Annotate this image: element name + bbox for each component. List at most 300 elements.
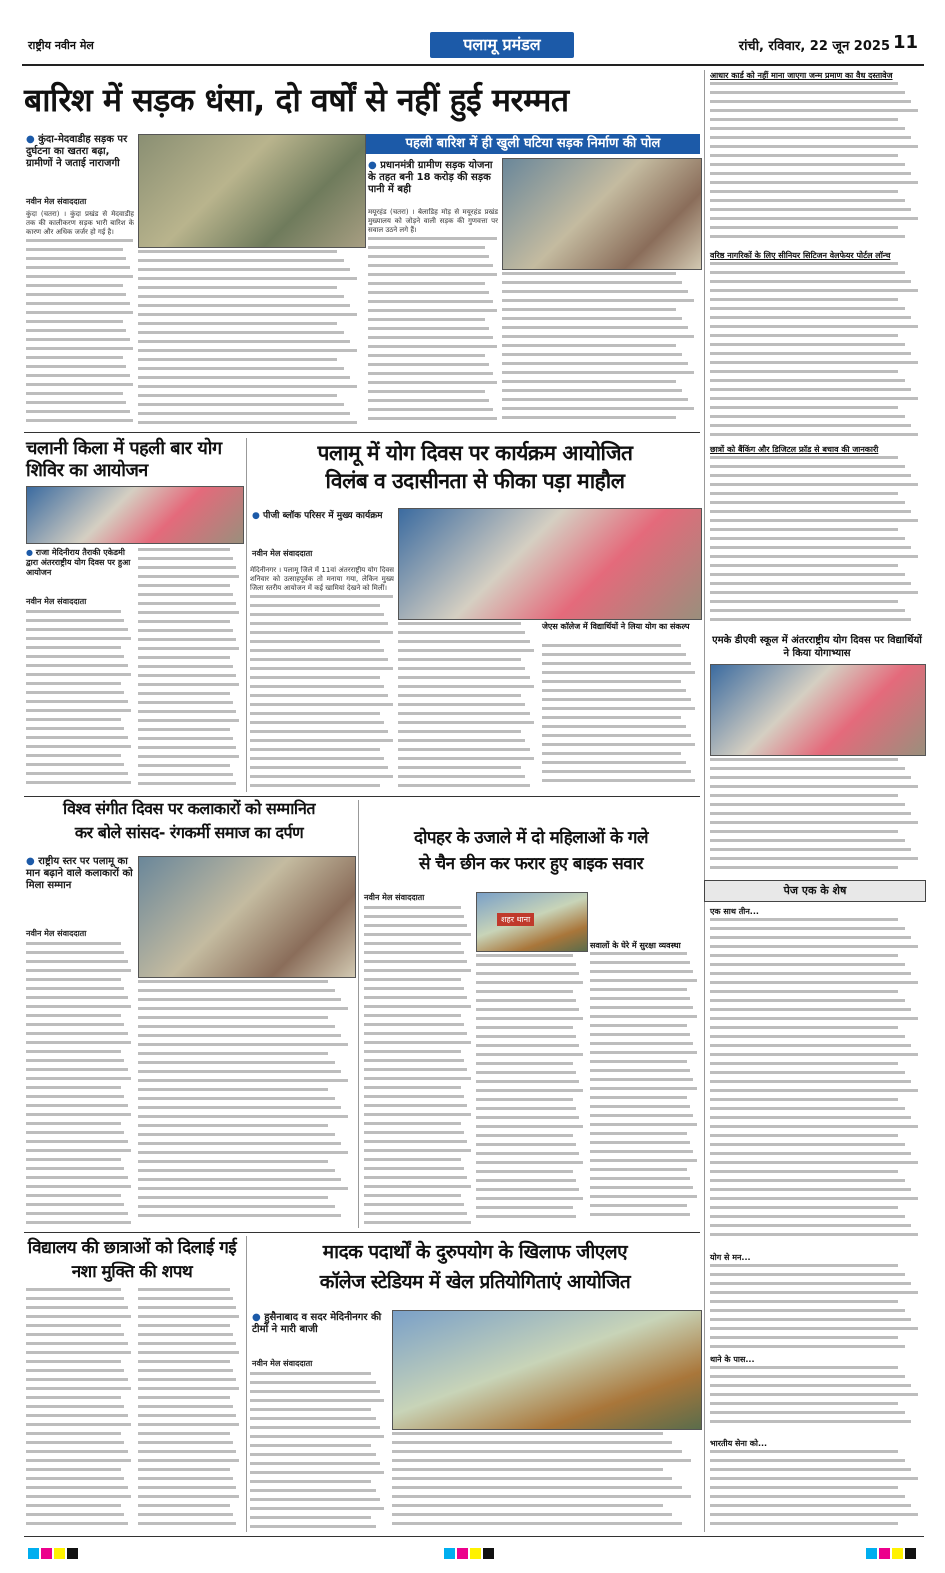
text-line <box>364 1122 461 1125</box>
text-line <box>364 1176 467 1179</box>
text-line <box>250 766 388 769</box>
text-line <box>476 1197 583 1200</box>
text-line <box>590 1024 687 1027</box>
text-line <box>368 363 489 366</box>
text-line <box>710 280 911 283</box>
text-line <box>710 857 918 860</box>
text-line <box>590 1177 690 1180</box>
story8-photo <box>392 1310 702 1430</box>
text-line <box>590 1213 690 1216</box>
text-line <box>476 1143 576 1146</box>
text-line <box>710 848 911 851</box>
story1-text-col1 <box>26 210 134 428</box>
text-line <box>138 701 233 704</box>
text-line <box>26 383 133 386</box>
text-line <box>138 394 337 397</box>
text-line <box>138 250 337 253</box>
text-line <box>710 519 918 522</box>
text-line <box>138 1522 236 1525</box>
right-h1: आधार कार्ड को नहीं माना जाएगा जन्म प्रमाण का वैध दस्तावेज <box>710 71 893 80</box>
text-line <box>250 1453 376 1456</box>
text-line <box>710 591 918 594</box>
text-line <box>590 1069 690 1072</box>
text-line <box>542 770 691 773</box>
text-line <box>26 392 123 395</box>
text-line <box>392 1468 663 1471</box>
text-line <box>590 1060 687 1063</box>
text-line <box>710 1215 905 1218</box>
text-line <box>26 781 131 784</box>
text-line <box>710 91 905 94</box>
text-line <box>138 1133 335 1136</box>
text-line <box>138 412 350 415</box>
text-line <box>710 172 911 175</box>
text-line <box>138 1043 348 1046</box>
text-line <box>26 1504 121 1507</box>
text-line <box>364 1113 471 1116</box>
text-line <box>710 1152 911 1155</box>
right-text1 <box>710 82 924 248</box>
divider <box>24 432 700 433</box>
text-line <box>476 1161 583 1164</box>
text-line <box>26 275 133 278</box>
text-line <box>476 1107 576 1110</box>
text-line <box>710 217 918 220</box>
text-line <box>138 674 236 677</box>
story5-sub: ● राष्ट्रीय स्तर पर पलामू का मान बढ़ाने वाले कलाकारों को मिला सम्मान <box>26 856 134 892</box>
text-line <box>138 1468 230 1471</box>
text-line <box>364 978 461 981</box>
text-line <box>26 329 126 332</box>
text-line <box>710 1116 911 1119</box>
text-line <box>26 1041 131 1044</box>
right-text7 <box>710 1366 924 1434</box>
text-line <box>368 282 485 285</box>
text-line <box>710 537 905 540</box>
text-line <box>364 1068 467 1071</box>
story1-sub: ● कुंदा-मेदवाडीह सड़क पर दुर्घटना का खतरा बढ़ा, ग्रामीणों ने जताई नाराजगी <box>26 134 134 170</box>
story2-lead: मयूरहंड (चतरा) । बेलाडिह मोड़ से मयूरहंड प्रखंड मुख्यालय को जोड़ने वाली सड़क की गुणवत्ता पर सवाल उठने लगे हैं। <box>368 208 498 235</box>
right-h5: पेज एक के शेष <box>704 880 926 902</box>
text-line <box>710 1336 898 1339</box>
text-line <box>26 1414 128 1417</box>
text-line <box>476 1215 576 1218</box>
text-line <box>26 610 121 613</box>
text-line <box>710 555 918 558</box>
text-line <box>250 1372 371 1375</box>
text-line <box>368 255 489 258</box>
text-line <box>364 969 471 972</box>
text-line <box>392 1486 682 1489</box>
text-line <box>392 1522 682 1525</box>
page-number: 11 <box>892 32 918 53</box>
text-line <box>710 334 898 337</box>
text-line <box>250 757 384 760</box>
text-line <box>364 1185 471 1188</box>
right-h2: वरिष्ठ नागरिकों के लिए सीनियर सिटिजन वेलफेयर पोर्टल लॉन्च <box>710 251 891 260</box>
text-line <box>26 1212 128 1215</box>
text-line <box>26 1513 124 1516</box>
text-line <box>392 1477 672 1480</box>
text-line <box>138 1205 335 1208</box>
text-line <box>138 1142 341 1145</box>
divider <box>24 796 700 797</box>
text-line <box>26 700 128 703</box>
text-line <box>364 942 461 945</box>
text-line <box>138 764 230 767</box>
text-line <box>26 1288 121 1291</box>
text-line <box>710 1411 905 1414</box>
story7-text-col1 <box>26 1288 134 1532</box>
text-line <box>710 1206 898 1209</box>
text-line <box>368 309 497 312</box>
text-line <box>250 1444 371 1447</box>
text-line <box>398 712 530 715</box>
text-line <box>138 782 236 785</box>
text-line <box>26 1495 131 1498</box>
text-line <box>476 963 576 966</box>
text-line <box>26 1432 121 1435</box>
text-line <box>364 1077 471 1080</box>
text-line <box>710 1233 918 1236</box>
text-line <box>502 398 688 401</box>
text-line <box>26 365 126 368</box>
text-line <box>250 694 388 697</box>
text-line <box>590 997 690 1000</box>
right-h8: थाने के पास... <box>710 1355 755 1364</box>
text-line <box>138 1387 239 1390</box>
text-line <box>476 1071 576 1074</box>
text-line <box>710 1393 918 1396</box>
text-line <box>364 1005 471 1008</box>
text-line <box>138 1178 341 1181</box>
text-line <box>710 1291 918 1294</box>
text-line <box>250 631 393 634</box>
text-line <box>710 1282 911 1285</box>
story1-byline: नवीन मेल संवाददाता <box>26 197 87 206</box>
text-line <box>710 821 918 824</box>
text-line <box>590 1204 687 1207</box>
text-line <box>364 951 464 954</box>
text-line <box>710 361 918 364</box>
text-line <box>364 933 471 936</box>
text-line <box>26 1405 124 1408</box>
text-line <box>542 698 691 701</box>
text-line <box>398 622 521 625</box>
text-line <box>710 181 918 184</box>
text-line <box>364 1041 471 1044</box>
text-line <box>138 1169 335 1172</box>
text-line <box>710 1035 905 1038</box>
story3-photo <box>26 486 244 544</box>
text-line <box>710 1468 911 1471</box>
right-text4 <box>710 758 924 876</box>
text-line <box>138 1486 236 1489</box>
story5-byline: नवीन मेल संवाददाता <box>26 929 87 938</box>
text-line <box>710 1044 911 1047</box>
text-line <box>710 918 898 921</box>
right-text6 <box>710 1264 924 1352</box>
text-line <box>138 1306 236 1309</box>
text-line <box>250 1498 380 1501</box>
text-line <box>710 465 905 468</box>
text-line <box>590 1195 697 1198</box>
text-line <box>398 703 525 706</box>
story6-byline: नवीन मेल संवाददाता <box>364 893 425 902</box>
text-line <box>542 671 695 674</box>
text-line <box>368 318 485 321</box>
text-line <box>250 1399 384 1402</box>
text-line <box>710 1450 898 1453</box>
text-line <box>250 1489 376 1492</box>
story6-side-head: सवालों के घेरे में सुरक्षा व्यवस्था <box>590 941 681 950</box>
text-line <box>138 1378 236 1381</box>
text-line <box>710 1318 911 1321</box>
text-line <box>138 331 344 334</box>
text-line <box>398 667 525 670</box>
text-line <box>138 1034 341 1037</box>
footer-rule <box>24 1536 924 1537</box>
text-line <box>26 1050 121 1053</box>
text-line <box>26 1522 128 1525</box>
text-line <box>26 1158 121 1161</box>
text-line <box>710 812 911 815</box>
text-line <box>138 1079 348 1082</box>
story2-text-col2 <box>502 272 700 428</box>
text-line <box>590 1186 693 1189</box>
text-line <box>368 264 493 267</box>
text-line <box>26 1324 121 1327</box>
text-line <box>502 299 694 302</box>
text-line <box>364 1059 464 1062</box>
right-text3 <box>710 456 924 630</box>
text-line <box>138 566 236 569</box>
text-line <box>138 1016 328 1019</box>
text-line <box>710 1486 898 1489</box>
text-line <box>710 492 898 495</box>
text-line <box>368 345 497 348</box>
text-line <box>710 600 898 603</box>
text-line <box>710 1026 898 1029</box>
story6-text-col3 <box>590 952 700 1228</box>
text-line <box>710 1345 905 1348</box>
story1-photo <box>138 134 366 248</box>
text-line <box>590 1051 697 1054</box>
text-line <box>590 970 693 973</box>
text-line <box>138 611 239 614</box>
text-line <box>138 421 357 424</box>
text-line <box>710 1062 898 1065</box>
text-line <box>26 996 128 999</box>
story4-sub: ● पीजी ब्लॉक परिसर में मुख्य कार्यक्रम <box>252 510 392 522</box>
text-line <box>26 745 131 748</box>
text-line <box>364 1221 471 1224</box>
text-line <box>710 1224 911 1227</box>
text-line <box>590 1150 693 1153</box>
text-line <box>502 308 676 311</box>
text-line <box>26 1185 131 1188</box>
text-line <box>476 1044 579 1047</box>
text-line <box>26 1423 131 1426</box>
text-line <box>138 358 337 361</box>
text-line <box>542 734 691 737</box>
text-line <box>26 1122 121 1125</box>
text-line <box>138 1360 230 1363</box>
text-line <box>398 730 521 733</box>
text-line <box>590 1168 687 1171</box>
text-line <box>710 1384 911 1387</box>
text-line <box>26 1095 124 1098</box>
text-line <box>476 981 583 984</box>
text-line <box>364 1086 461 1089</box>
text-line <box>542 680 681 683</box>
text-line <box>368 273 497 276</box>
text-line <box>250 1435 384 1438</box>
text-line <box>138 593 233 596</box>
text-line <box>138 557 233 560</box>
text-line <box>710 406 898 409</box>
text-line <box>710 1300 898 1303</box>
right-h7: योग से मन... <box>710 1253 751 1262</box>
text-line <box>138 719 239 722</box>
text-line <box>138 710 236 713</box>
text-line <box>542 761 686 764</box>
text-line <box>710 100 911 103</box>
story3-sub: ● राजा मेदिनीराय तैराकी एकेडमी द्वारा अंतरराष्ट्रीय योग दिवस पर हुआ आयोजन <box>26 548 134 578</box>
text-line <box>710 1420 911 1423</box>
text-line <box>26 691 124 694</box>
text-line <box>26 374 130 377</box>
text-line <box>138 1432 230 1435</box>
text-line <box>138 665 233 668</box>
text-line <box>710 767 905 770</box>
text-line <box>138 1124 328 1127</box>
text-line <box>26 754 121 757</box>
text-line <box>364 987 464 990</box>
text-line <box>26 284 123 287</box>
text-line <box>26 772 128 775</box>
text-line <box>392 1450 682 1453</box>
text-line <box>26 1333 124 1336</box>
text-line <box>138 1160 328 1163</box>
text-line <box>368 246 485 249</box>
text-line <box>26 302 130 305</box>
text-line <box>138 1061 335 1064</box>
text-line <box>710 582 911 585</box>
text-line <box>542 707 695 710</box>
text-line <box>364 1131 464 1134</box>
text-line <box>26 338 130 341</box>
text-line <box>368 390 485 393</box>
text-line <box>392 1441 672 1444</box>
text-line <box>26 1113 131 1116</box>
text-line <box>138 575 239 578</box>
text-line <box>710 1495 905 1498</box>
text-line <box>502 290 688 293</box>
story1-headline: बारिश में सड़क धंसा, दो वर्षों से नहीं हुई मरम्मत <box>24 81 569 119</box>
story5-photo <box>138 856 356 978</box>
text-line <box>138 1007 348 1010</box>
text-line <box>364 1149 471 1152</box>
story4-text-col3 <box>542 644 700 792</box>
text-line <box>26 951 124 954</box>
text-line <box>26 1194 121 1197</box>
text-line <box>392 1495 691 1498</box>
story6-photo <box>476 892 588 952</box>
text-line <box>710 618 911 621</box>
text-line <box>138 367 344 370</box>
text-line <box>138 313 357 316</box>
text-line <box>710 271 905 274</box>
text-line <box>368 408 493 411</box>
text-line <box>368 237 497 240</box>
story3-text-col2 <box>138 548 242 792</box>
text-line <box>26 709 131 712</box>
text-line <box>26 1131 124 1134</box>
text-line <box>710 163 905 166</box>
text-line <box>26 619 124 622</box>
text-line <box>502 371 694 374</box>
text-line <box>710 1309 905 1312</box>
text-line <box>710 573 905 576</box>
text-line <box>250 1381 376 1384</box>
text-line <box>398 748 530 751</box>
text-line <box>26 248 123 251</box>
text-line <box>250 658 388 661</box>
text-line <box>26 1360 121 1363</box>
text-line <box>710 999 905 1002</box>
text-line <box>710 564 898 567</box>
text-line <box>710 1402 898 1405</box>
text-line <box>710 379 905 382</box>
text-line <box>26 1005 131 1008</box>
text-line <box>502 362 688 365</box>
text-line <box>138 1297 233 1300</box>
text-line <box>710 1513 918 1516</box>
text-line <box>364 1014 461 1017</box>
text-line <box>542 653 686 656</box>
text-line <box>590 1132 687 1135</box>
text-line <box>710 307 905 310</box>
text-line <box>710 528 898 531</box>
text-line <box>138 1414 236 1417</box>
text-line <box>502 380 676 383</box>
text-line <box>138 322 337 325</box>
text-line <box>26 1306 128 1309</box>
text-line <box>476 1125 583 1128</box>
text-line <box>542 662 691 665</box>
story5-text-col1 <box>26 942 134 1228</box>
text-line <box>710 1008 911 1011</box>
story2-band: पहली बारिश में ही खुली घटिया सड़क निर्माण की पोल <box>366 134 700 154</box>
text-line <box>138 1324 230 1327</box>
story4-byline: नवीन मेल संवाददाता <box>252 549 313 558</box>
text-line <box>710 830 898 833</box>
text-line <box>26 682 121 685</box>
text-line <box>590 1123 697 1126</box>
section-title: पलामू प्रमंडल <box>430 32 574 58</box>
color-registration-marks <box>866 1544 918 1563</box>
text-line <box>250 649 384 652</box>
text-line <box>710 370 898 373</box>
text-line <box>26 1396 121 1399</box>
text-line <box>710 136 911 139</box>
text-line <box>250 595 393 598</box>
text-line <box>710 118 898 121</box>
text-line <box>26 1068 128 1071</box>
divider <box>246 1236 247 1532</box>
text-line <box>590 961 690 964</box>
